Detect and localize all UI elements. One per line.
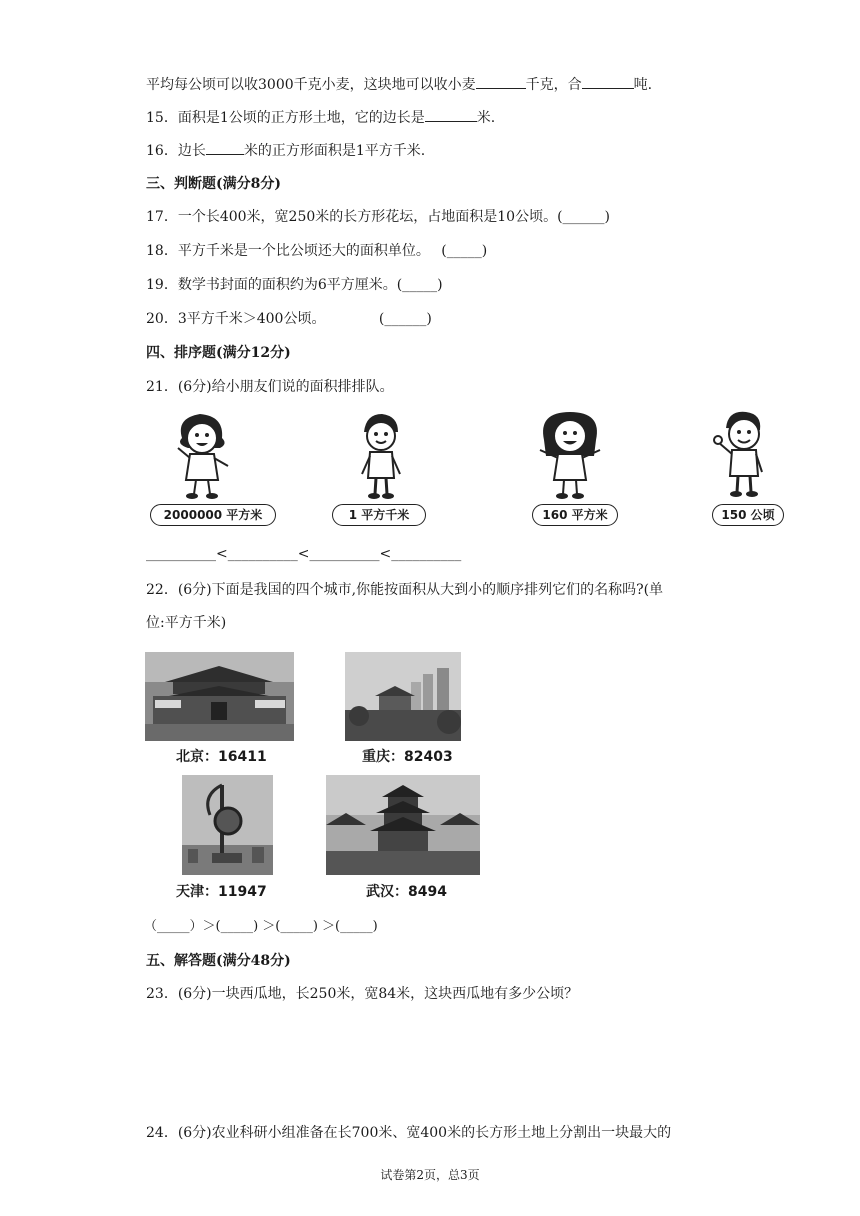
tianjin-caption: 天津：11947: [176, 884, 267, 900]
question-18: 18．平方千米是一个比公顷还大的面积单位。 (_____): [146, 243, 488, 259]
question-19: 19．数学书封面的面积约为6平方厘米。(_____): [146, 277, 443, 293]
q14-text-a: 平均每公顷可以收3000千克小麦，这块地可以收小麦: [146, 77, 476, 93]
wuhan-photo: [326, 775, 480, 875]
q16-line: [146, 141, 425, 160]
q16-text-a: 16．边长: [146, 143, 206, 159]
kid-label-3: 160 平方米: [532, 504, 618, 526]
q14-text-c: 吨.: [633, 77, 653, 93]
kid-label-4: 150 公顷: [712, 504, 784, 526]
question-22-answer-line[interactable]: （_____）＞(_____) ＞(_____) ＞(_____): [144, 919, 378, 934]
chongqing-photo: [345, 652, 461, 741]
kid-label-1: 2000000 平方米: [150, 504, 276, 526]
question-24: 24．(6分)农业科研小组准备在长700米、宽400米的长方形土地上分割出一块最大的: [146, 1125, 672, 1141]
girl-cartoon-1: [170, 408, 240, 500]
q15-line: [146, 108, 495, 127]
question-22-line-1: 22．(6分)下面是我国的四个城市,你能按面积从大到小的顺序排列它们的名称吗?(单: [146, 582, 664, 598]
question-21: 21．(6分)给小朋友们说的面积排排队。: [146, 379, 394, 395]
q14-line: [146, 75, 652, 94]
question-23: 23．(6分)一块西瓜地，长250米，宽84米，这块西瓜地有多少公顷？: [146, 986, 579, 1002]
q14-blank-2[interactable]: [582, 75, 634, 89]
q16-text-b: 米的正方形面积是1平方千米.: [243, 143, 426, 159]
boy-cartoon-1: [350, 408, 410, 500]
q16-blank[interactable]: [206, 141, 244, 155]
section-3-heading: 三、判断题(满分8分): [146, 176, 281, 192]
question-20: 20．3平方千米＞400公顷。 (______): [146, 311, 432, 327]
q15-text-a: 15．面积是1公顷的正方形土地，它的边长是: [146, 110, 425, 126]
boy-cartoon-2: [710, 406, 774, 500]
section-4-heading: 四、排序题(满分12分): [146, 345, 291, 361]
q14-text-b: 千克，合: [525, 77, 582, 93]
question-17: 17．一个长400米，宽250米的长方形花坛，占地面积是10公顷。(______): [146, 209, 610, 225]
wuhan-caption: 武汉：8494: [366, 884, 447, 900]
girl-cartoon-2: [530, 406, 610, 500]
beijing-photo: [145, 652, 294, 741]
q15-blank[interactable]: [425, 108, 477, 122]
question-21-answer-line[interactable]: __________<__________<__________<__________: [146, 546, 462, 562]
tianjin-photo: [182, 775, 273, 875]
kid-label-2: 1 平方千米: [332, 504, 426, 526]
chongqing-caption: 重庆：82403: [362, 749, 453, 765]
q14-blank-1[interactable]: [476, 75, 526, 89]
beijing-caption: 北京：16411: [176, 749, 267, 765]
page-footer: 试卷第2页，总3页: [380, 1168, 480, 1182]
section-5-heading: 五、解答题(满分48分): [146, 953, 291, 969]
question-22-line-2: 位:平方千米): [146, 615, 227, 631]
q15-text-b: 米.: [476, 110, 496, 126]
